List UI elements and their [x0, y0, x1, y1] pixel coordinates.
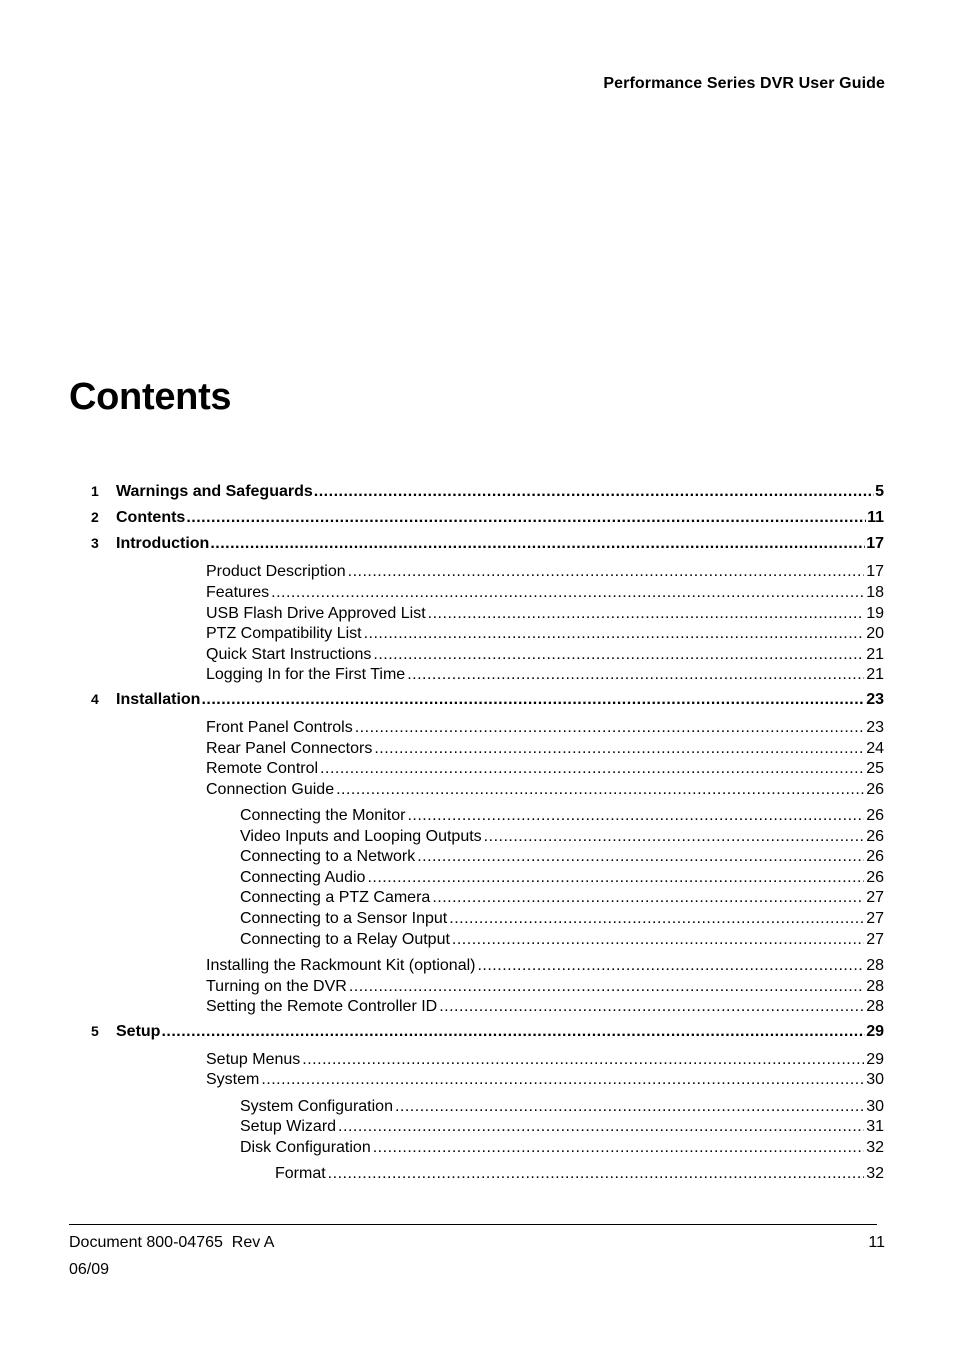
toc-entry-label: Connecting Audio	[240, 868, 366, 886]
toc-page-number: 17	[866, 563, 884, 581]
toc-page-number: 17	[866, 535, 884, 553]
toc-page-number: 5	[875, 483, 884, 500]
toc-section-entry[interactable]	[69, 1164, 884, 1185]
toc-section-entry[interactable]	[69, 604, 884, 625]
toc-entry-label: Contents	[116, 509, 186, 527]
toc-entry-label: Installation	[116, 690, 201, 708]
toc-entry-label: Turning on the DVR	[206, 977, 347, 995]
toc-dot-leader	[417, 847, 864, 868]
toc-page-number: 27	[866, 930, 884, 948]
toc-chapter-number: 3	[91, 535, 99, 552]
toc-section-entry[interactable]	[69, 868, 884, 889]
toc-entry-label: System Configuration	[240, 1097, 393, 1115]
toc-dot-leader	[367, 868, 864, 889]
toc-entry-label: USB Flash Drive Approved List	[206, 604, 426, 622]
toc-section-entry[interactable]	[69, 847, 884, 868]
toc-entry-label: Connecting to a Network	[240, 848, 416, 866]
toc-dot-leader	[432, 888, 864, 909]
toc-page-number: 26	[866, 780, 884, 798]
toc-dot-leader	[328, 1164, 865, 1185]
footer-document-number: Document 800-04765 Rev A	[69, 1234, 275, 1251]
toc-chapter-number: 5	[91, 1022, 99, 1039]
toc-chapter-entry[interactable]	[69, 686, 884, 712]
toc-dot-leader	[261, 1070, 864, 1091]
toc-dot-leader	[338, 1117, 864, 1138]
table-of-contents	[69, 478, 884, 1185]
toc-section-entry[interactable]	[69, 997, 884, 1018]
toc-entry-label: Setting the Remote Controller ID	[206, 998, 438, 1016]
toc-page-number: 26	[866, 868, 884, 886]
toc-section-entry[interactable]	[69, 718, 884, 739]
toc-entry-label: PTZ Compatibility List	[206, 625, 362, 643]
toc-dot-leader	[407, 665, 864, 686]
toc-dot-leader	[373, 645, 864, 666]
toc-section-entry[interactable]	[69, 1070, 884, 1091]
toc-page-number: 27	[866, 910, 884, 928]
toc-page-number: 24	[866, 739, 884, 757]
toc-dot-leader	[374, 739, 864, 760]
toc-section-entry[interactable]	[69, 806, 884, 827]
toc-dot-leader	[395, 1097, 864, 1118]
toc-page-number: 26	[866, 827, 884, 845]
toc-entry-label: Setup Wizard	[240, 1118, 337, 1136]
toc-page-number: 20	[866, 625, 884, 643]
page-title: Contents	[69, 376, 232, 418]
toc-dot-leader	[452, 930, 864, 951]
running-header: Performance Series DVR User Guide	[603, 75, 885, 92]
toc-entry-label: Format	[275, 1165, 326, 1183]
toc-page-number: 32	[866, 1165, 884, 1183]
toc-page-number: 19	[866, 604, 884, 622]
toc-entry-label: Connecting a PTZ Camera	[240, 889, 431, 907]
toc-section-entry[interactable]	[69, 977, 884, 998]
toc-dot-leader	[201, 687, 865, 712]
toc-page-number: 18	[866, 583, 884, 601]
toc-section-entry[interactable]	[69, 645, 884, 666]
toc-page-number: 26	[866, 848, 884, 866]
toc-page-number: 28	[866, 957, 884, 975]
toc-dot-leader	[449, 909, 864, 930]
toc-chapter-number: 1	[91, 483, 99, 499]
toc-entry-label: Connecting to a Sensor Input	[240, 910, 448, 928]
toc-dot-leader	[484, 827, 865, 848]
toc-dot-leader	[355, 718, 864, 739]
toc-page-number: 28	[866, 998, 884, 1016]
toc-page-number: 21	[866, 666, 884, 684]
toc-page-number: 11	[867, 509, 884, 527]
toc-dot-leader	[373, 1138, 864, 1159]
toc-section-entry[interactable]	[69, 739, 884, 760]
toc-entry-label: Setup Menus	[206, 1050, 301, 1068]
toc-dot-leader	[314, 479, 874, 504]
toc-chapter-number: 2	[91, 509, 99, 526]
toc-dot-leader	[348, 562, 865, 583]
toc-entry-label: Features	[206, 583, 270, 601]
toc-page-number: 32	[866, 1138, 884, 1156]
toc-chapter-entry[interactable]	[69, 530, 884, 556]
footer-date: 06/09	[69, 1261, 110, 1278]
toc-entry-label: Setup	[116, 1022, 161, 1040]
toc-dot-leader	[320, 759, 864, 780]
footer-divider	[69, 1224, 877, 1225]
toc-dot-leader	[364, 624, 865, 645]
toc-entry-label: Installing the Rackmount Kit (optional)	[206, 957, 476, 975]
toc-entry-label: Front Panel Controls	[206, 718, 353, 736]
toc-dot-leader	[210, 531, 865, 556]
toc-entry-label: Logging In for the First Time	[206, 666, 406, 684]
toc-page-number: 29	[866, 1022, 884, 1040]
toc-dot-leader	[186, 505, 866, 530]
toc-section-entry[interactable]	[69, 888, 884, 909]
toc-section-entry[interactable]	[69, 930, 884, 951]
toc-dot-leader	[161, 1019, 865, 1044]
toc-entry-label: Product Description	[206, 563, 346, 581]
toc-dot-leader	[439, 997, 864, 1018]
toc-entry-label: Connection Guide	[206, 780, 335, 798]
toc-entry-label: Disk Configuration	[240, 1138, 371, 1156]
toc-entry-label: Introduction	[116, 535, 210, 553]
toc-page-number: 25	[866, 760, 884, 778]
toc-section-entry[interactable]	[69, 1097, 884, 1118]
toc-dot-leader	[336, 780, 864, 801]
toc-section-entry[interactable]	[69, 1050, 884, 1071]
toc-dot-leader	[302, 1050, 864, 1071]
toc-page-number: 23	[866, 718, 884, 736]
toc-entry-label: System	[206, 1071, 260, 1089]
toc-dot-leader	[407, 806, 864, 827]
footer-page-number: 11	[868, 1234, 885, 1251]
toc-entry-label: Video Inputs and Looping Outputs	[240, 827, 482, 845]
toc-section-entry[interactable]	[69, 1138, 884, 1159]
toc-section-entry[interactable]	[69, 780, 884, 801]
toc-section-entry[interactable]	[69, 624, 884, 645]
toc-section-entry[interactable]	[69, 1117, 884, 1138]
toc-page-number: 28	[866, 977, 884, 995]
toc-page-number: 26	[866, 807, 884, 825]
toc-chapter-entry[interactable]	[69, 1018, 884, 1044]
toc-entry-label: Quick Start Instructions	[206, 645, 372, 663]
toc-dot-leader	[271, 583, 864, 604]
toc-page-number: 23	[866, 690, 884, 708]
toc-section-entry[interactable]	[69, 759, 884, 780]
toc-section-entry[interactable]	[69, 665, 884, 686]
toc-page-number: 21	[866, 645, 884, 663]
toc-entry-label: Warnings and Safeguards	[116, 483, 313, 500]
toc-section-entry[interactable]	[69, 956, 884, 977]
toc-page-number: 27	[866, 889, 884, 907]
toc-entry-label: Connecting to a Relay Output	[240, 930, 450, 948]
toc-chapter-entry[interactable]	[69, 478, 884, 504]
toc-entry-label: Connecting the Monitor	[240, 807, 406, 825]
toc-entry-label: Remote Control	[206, 760, 319, 778]
toc-page-number: 30	[866, 1097, 884, 1115]
toc-page-number: 30	[866, 1071, 884, 1089]
toc-chapter-number: 4	[91, 690, 99, 707]
toc-entry-label: Rear Panel Connectors	[206, 739, 373, 757]
toc-dot-leader	[477, 956, 864, 977]
toc-section-entry[interactable]	[69, 909, 884, 930]
toc-chapter-entry[interactable]	[69, 504, 884, 530]
toc-section-entry[interactable]	[69, 583, 884, 604]
toc-dot-leader	[349, 977, 864, 998]
toc-section-entry[interactable]	[69, 562, 884, 583]
toc-page-number: 29	[866, 1050, 884, 1068]
toc-dot-leader	[428, 604, 865, 625]
toc-page-number: 31	[866, 1118, 884, 1136]
toc-section-entry[interactable]	[69, 827, 884, 848]
